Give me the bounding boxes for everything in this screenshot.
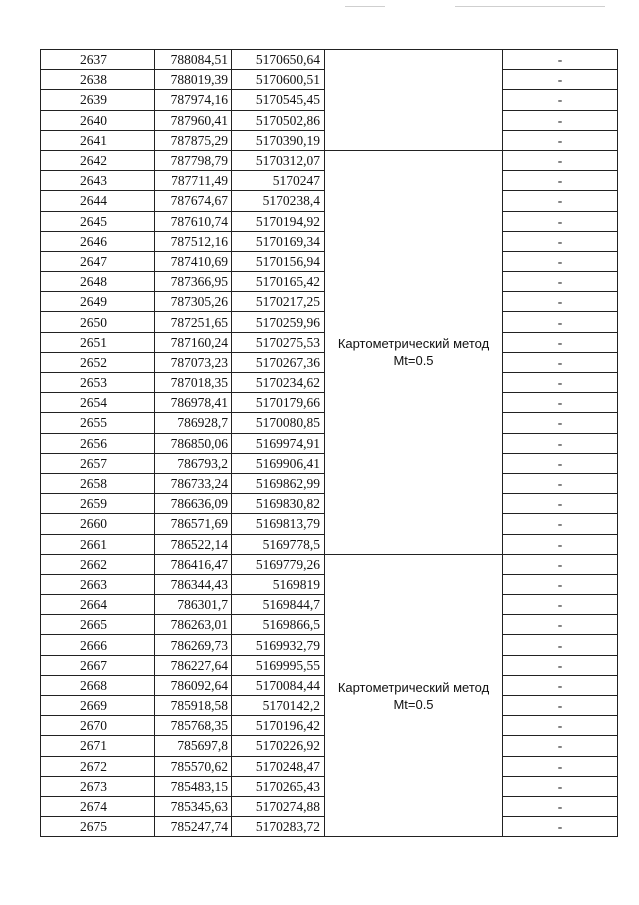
error-cell: - — [503, 50, 618, 70]
y-coordinate-cell: 5170165,42 — [232, 272, 325, 292]
error-cell: - — [503, 110, 618, 130]
x-coordinate-cell: 787875,29 — [155, 130, 232, 150]
point-number-cell: 2652 — [41, 352, 155, 372]
x-coordinate-cell: 785483,15 — [155, 776, 232, 796]
x-coordinate-cell: 785247,74 — [155, 817, 232, 837]
point-number-cell: 2665 — [41, 615, 155, 635]
y-coordinate-cell: 5169932,79 — [232, 635, 325, 655]
y-coordinate-cell: 5170600,51 — [232, 70, 325, 90]
x-coordinate-cell: 786733,24 — [155, 473, 232, 493]
error-cell: - — [503, 70, 618, 90]
point-number-cell: 2638 — [41, 70, 155, 90]
y-coordinate-cell: 5169778,5 — [232, 534, 325, 554]
y-coordinate-cell: 5170259,96 — [232, 312, 325, 332]
x-coordinate-cell: 787410,69 — [155, 251, 232, 271]
y-coordinate-cell: 5170283,72 — [232, 817, 325, 837]
error-cell: - — [503, 433, 618, 453]
x-coordinate-cell: 787674,67 — [155, 191, 232, 211]
x-coordinate-cell: 786344,43 — [155, 574, 232, 594]
y-coordinate-cell: 5169830,82 — [232, 494, 325, 514]
point-number-cell: 2643 — [41, 171, 155, 191]
point-number-cell: 2653 — [41, 373, 155, 393]
y-coordinate-cell: 5170169,34 — [232, 231, 325, 251]
point-number-cell: 2661 — [41, 534, 155, 554]
point-number-cell: 2656 — [41, 433, 155, 453]
x-coordinate-cell: 787512,16 — [155, 231, 232, 251]
point-number-cell: 2675 — [41, 817, 155, 837]
error-cell: - — [503, 716, 618, 736]
y-coordinate-cell: 5170545,45 — [232, 90, 325, 110]
error-cell: - — [503, 514, 618, 534]
x-coordinate-cell: 785697,8 — [155, 736, 232, 756]
y-coordinate-cell: 5170247 — [232, 171, 325, 191]
point-number-cell: 2664 — [41, 595, 155, 615]
x-coordinate-cell: 786301,7 — [155, 595, 232, 615]
point-number-cell: 2658 — [41, 473, 155, 493]
error-cell: - — [503, 393, 618, 413]
x-coordinate-cell: 788084,51 — [155, 50, 232, 70]
error-cell: - — [503, 615, 618, 635]
table-row — [41, 50, 618, 70]
point-number-cell: 2639 — [41, 90, 155, 110]
x-coordinate-cell: 787160,24 — [155, 332, 232, 352]
error-cell: - — [503, 130, 618, 150]
y-coordinate-cell: 5169862,99 — [232, 473, 325, 493]
error-cell: - — [503, 473, 618, 493]
error-cell: - — [503, 231, 618, 251]
error-cell: - — [503, 776, 618, 796]
error-cell: - — [503, 191, 618, 211]
y-coordinate-cell: 5170265,43 — [232, 776, 325, 796]
y-coordinate-cell: 5170390,19 — [232, 130, 325, 150]
point-number-cell: 2668 — [41, 675, 155, 695]
point-number-cell: 2655 — [41, 413, 155, 433]
point-number-cell: 2640 — [41, 110, 155, 130]
point-number-cell: 2641 — [41, 130, 155, 150]
table-row — [41, 554, 618, 574]
x-coordinate-cell: 787610,74 — [155, 211, 232, 231]
error-cell: - — [503, 655, 618, 675]
y-coordinate-cell: 5170502,86 — [232, 110, 325, 130]
error-cell: - — [503, 554, 618, 574]
x-coordinate-cell: 787251,65 — [155, 312, 232, 332]
point-number-cell: 2666 — [41, 635, 155, 655]
x-coordinate-cell: 786928,7 — [155, 413, 232, 433]
x-coordinate-cell: 786416,47 — [155, 554, 232, 574]
point-number-cell: 2667 — [41, 655, 155, 675]
scan-artifact — [455, 6, 605, 7]
error-cell: - — [503, 534, 618, 554]
point-number-cell: 2637 — [41, 50, 155, 70]
point-number-cell: 2646 — [41, 231, 155, 251]
y-coordinate-cell: 5170142,2 — [232, 696, 325, 716]
y-coordinate-cell: 5169866,5 — [232, 615, 325, 635]
error-cell: - — [503, 211, 618, 231]
error-cell: - — [503, 352, 618, 372]
error-cell: - — [503, 90, 618, 110]
y-coordinate-cell: 5170238,4 — [232, 191, 325, 211]
point-number-cell: 2669 — [41, 696, 155, 716]
error-cell: - — [503, 696, 618, 716]
y-coordinate-cell: 5169819 — [232, 574, 325, 594]
point-number-cell: 2670 — [41, 716, 155, 736]
y-coordinate-cell: 5170248,47 — [232, 756, 325, 776]
scan-artifact — [345, 6, 385, 7]
method-cell — [325, 50, 503, 151]
x-coordinate-cell: 787018,35 — [155, 373, 232, 393]
x-coordinate-cell: 785768,35 — [155, 716, 232, 736]
x-coordinate-cell: 786522,14 — [155, 534, 232, 554]
point-number-cell: 2649 — [41, 292, 155, 312]
point-number-cell: 2674 — [41, 796, 155, 816]
error-cell: - — [503, 453, 618, 473]
error-cell: - — [503, 171, 618, 191]
x-coordinate-cell: 788019,39 — [155, 70, 232, 90]
error-cell: - — [503, 413, 618, 433]
method-cell: Картометрический метод Mt=0.5 — [325, 150, 503, 554]
y-coordinate-cell: 5170194,92 — [232, 211, 325, 231]
point-number-cell: 2657 — [41, 453, 155, 473]
y-coordinate-cell: 5170196,42 — [232, 716, 325, 736]
y-coordinate-cell: 5170179,66 — [232, 393, 325, 413]
error-cell: - — [503, 756, 618, 776]
y-coordinate-cell: 5170084,44 — [232, 675, 325, 695]
point-number-cell: 2648 — [41, 272, 155, 292]
error-cell: - — [503, 796, 618, 816]
point-number-cell: 2663 — [41, 574, 155, 594]
point-number-cell: 2645 — [41, 211, 155, 231]
x-coordinate-cell: 787960,41 — [155, 110, 232, 130]
error-cell: - — [503, 574, 618, 594]
error-cell: - — [503, 817, 618, 837]
y-coordinate-cell: 5170234,62 — [232, 373, 325, 393]
point-number-cell: 2644 — [41, 191, 155, 211]
y-coordinate-cell: 5169906,41 — [232, 453, 325, 473]
x-coordinate-cell: 785570,62 — [155, 756, 232, 776]
point-number-cell: 2659 — [41, 494, 155, 514]
x-coordinate-cell: 787974,16 — [155, 90, 232, 110]
point-number-cell: 2662 — [41, 554, 155, 574]
point-number-cell: 2651 — [41, 332, 155, 352]
error-cell: - — [503, 736, 618, 756]
x-coordinate-cell: 786263,01 — [155, 615, 232, 635]
y-coordinate-cell: 5169779,26 — [232, 554, 325, 574]
point-number-cell: 2650 — [41, 312, 155, 332]
x-coordinate-cell: 786850,06 — [155, 433, 232, 453]
error-cell: - — [503, 332, 618, 352]
y-coordinate-cell: 5170312,07 — [232, 150, 325, 170]
coordinates-table-body — [41, 50, 618, 837]
error-cell: - — [503, 312, 618, 332]
y-coordinate-cell: 5170217,25 — [232, 292, 325, 312]
coordinates-table — [40, 49, 618, 837]
point-number-cell: 2671 — [41, 736, 155, 756]
error-cell: - — [503, 272, 618, 292]
y-coordinate-cell: 5170267,36 — [232, 352, 325, 372]
y-coordinate-cell: 5170080,85 — [232, 413, 325, 433]
y-coordinate-cell: 5170274,88 — [232, 796, 325, 816]
x-coordinate-cell: 786793,2 — [155, 453, 232, 473]
table-row — [41, 150, 618, 170]
x-coordinate-cell: 786092,64 — [155, 675, 232, 695]
x-coordinate-cell: 787305,26 — [155, 292, 232, 312]
x-coordinate-cell: 787711,49 — [155, 171, 232, 191]
y-coordinate-cell: 5170650,64 — [232, 50, 325, 70]
error-cell: - — [503, 373, 618, 393]
x-coordinate-cell: 786571,69 — [155, 514, 232, 534]
x-coordinate-cell: 786269,73 — [155, 635, 232, 655]
y-coordinate-cell: 5169995,55 — [232, 655, 325, 675]
point-number-cell: 2660 — [41, 514, 155, 534]
x-coordinate-cell: 786636,09 — [155, 494, 232, 514]
y-coordinate-cell: 5169974,91 — [232, 433, 325, 453]
y-coordinate-cell: 5170226,92 — [232, 736, 325, 756]
point-number-cell: 2647 — [41, 251, 155, 271]
error-cell: - — [503, 675, 618, 695]
y-coordinate-cell: 5170275,53 — [232, 332, 325, 352]
x-coordinate-cell: 787366,95 — [155, 272, 232, 292]
x-coordinate-cell: 786227,64 — [155, 655, 232, 675]
point-number-cell: 2673 — [41, 776, 155, 796]
error-cell: - — [503, 595, 618, 615]
y-coordinate-cell: 5169813,79 — [232, 514, 325, 534]
x-coordinate-cell: 785345,63 — [155, 796, 232, 816]
error-cell: - — [503, 635, 618, 655]
error-cell: - — [503, 150, 618, 170]
error-cell: - — [503, 292, 618, 312]
point-number-cell: 2654 — [41, 393, 155, 413]
x-coordinate-cell: 787073,23 — [155, 352, 232, 372]
error-cell: - — [503, 494, 618, 514]
x-coordinate-cell: 785918,58 — [155, 696, 232, 716]
x-coordinate-cell: 787798,79 — [155, 150, 232, 170]
point-number-cell: 2672 — [41, 756, 155, 776]
method-cell: Картометрический метод Mt=0.5 — [325, 554, 503, 837]
error-cell: - — [503, 251, 618, 271]
y-coordinate-cell: 5169844,7 — [232, 595, 325, 615]
y-coordinate-cell: 5170156,94 — [232, 251, 325, 271]
point-number-cell: 2642 — [41, 150, 155, 170]
x-coordinate-cell: 786978,41 — [155, 393, 232, 413]
